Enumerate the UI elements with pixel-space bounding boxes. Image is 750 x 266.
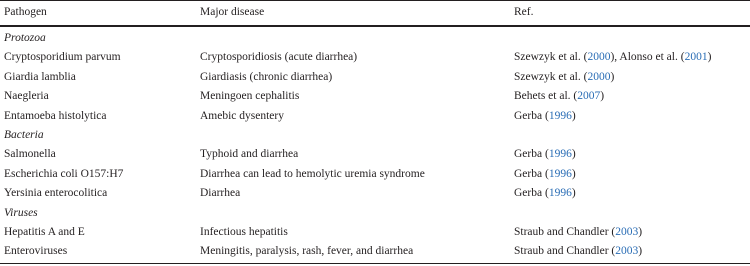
section-label: Protozoa (4, 32, 46, 44)
citation-close: ), (610, 51, 620, 64)
pathogen-cell: Entamoeba histolytica (4, 109, 107, 122)
pathogen-cell: Yersinia enterocolitica (4, 187, 108, 200)
citation-close: ) (571, 167, 576, 180)
section-row (0, 29, 750, 48)
citation-year-link[interactable]: 2001 (684, 51, 708, 64)
citation-author: Straub and Chandler ( (514, 226, 616, 238)
disease-cell: Typhoid and diarrhea (200, 148, 299, 161)
citation-year-link[interactable]: 1996 (548, 187, 572, 200)
header-major-disease: Major disease (200, 6, 265, 18)
pathogen-cell: Salmonella (4, 148, 56, 161)
section-label: Bacteria (4, 129, 44, 141)
table-row (0, 87, 750, 106)
citation-year-link[interactable]: 2003 (615, 245, 639, 258)
citation-year-link[interactable]: 1996 (548, 148, 572, 161)
ref-cell (514, 107, 576, 126)
table-row (0, 165, 750, 184)
citation-year-link[interactable]: 1996 (548, 109, 572, 122)
section-row (0, 204, 750, 223)
ref-cell (514, 87, 604, 106)
citation-author: Gerba ( (514, 187, 549, 200)
pathogen-cell: Giardia lamblia (4, 70, 76, 83)
pathogen-cell: Cryptosporidium parvum (4, 51, 121, 64)
citation-year-link[interactable]: 2003 (615, 226, 639, 238)
header-pathogen: Pathogen (4, 6, 47, 18)
citation-author: Straub and Chandler ( (514, 245, 616, 258)
citation-author: Szewzyk et al. ( (514, 51, 588, 64)
ref-cell (514, 68, 614, 87)
table-row (0, 145, 750, 164)
disease-cell: Giardiasis (chronic diarrhea) (200, 70, 333, 83)
citation-author: Alonso et al. ( (619, 51, 685, 64)
ref-cell (514, 184, 576, 203)
citation-author: Gerba ( (514, 109, 549, 122)
citation-close: ) (707, 51, 712, 64)
citation-close: ) (600, 90, 605, 103)
disease-cell: Diarrhea (200, 187, 241, 200)
table-top-rule (0, 0, 750, 1)
section-row (0, 126, 750, 145)
table-row (0, 242, 750, 261)
table-row (0, 68, 750, 87)
ref-cell (514, 223, 642, 242)
table-row (0, 223, 750, 242)
citation-author: Gerba ( (514, 148, 549, 161)
disease-cell: Meningoen cephalitis (200, 90, 300, 103)
disease-cell: Infectious hepatitis (200, 226, 288, 238)
citation-year-link[interactable]: 2000 (587, 51, 611, 64)
ref-cell (514, 145, 576, 164)
table-row (0, 107, 750, 126)
pathogen-cell: Naegleria (4, 90, 49, 103)
citation-close: ) (638, 245, 643, 258)
citation-close: ) (638, 226, 643, 238)
citation-year-link[interactable]: 2007 (577, 90, 601, 103)
ref-cell (514, 165, 576, 184)
ref-cell (514, 242, 642, 261)
disease-cell: Diarrhea can lead to hemolytic uremia syndrome (200, 167, 425, 180)
citation-year-link[interactable]: 2000 (587, 70, 611, 83)
header-ref: Ref. (514, 6, 534, 18)
pathogen-cell: Enteroviruses (4, 245, 68, 258)
ref-cell (514, 48, 711, 67)
citation-author: Behets et al. ( (514, 90, 578, 103)
pathogen-cell: Hepatitis A and E (4, 226, 85, 238)
citation-year-link[interactable]: 1996 (548, 167, 572, 180)
citation-close: ) (571, 187, 576, 200)
table-row (0, 184, 750, 203)
disease-cell: Meningitis, paralysis, rash, fever, and diarrhea (200, 245, 414, 258)
table-header-row (0, 3, 750, 22)
citation-close: ) (571, 109, 576, 122)
disease-cell: Amebic dysentery (200, 109, 284, 122)
citation-close: ) (571, 148, 576, 161)
table-row (0, 48, 750, 67)
pathogen-cell: Escherichia coli O157:H7 (4, 167, 124, 180)
citation-author: Szewzyk et al. ( (514, 70, 588, 83)
table-header-rule (0, 25, 750, 27)
citation-close: ) (610, 70, 615, 83)
section-label: Viruses (4, 206, 38, 219)
table-bottom-rule (0, 263, 750, 264)
citation-author: Gerba ( (514, 167, 549, 180)
disease-cell: Cryptosporidiosis (acute diarrhea) (200, 51, 358, 64)
